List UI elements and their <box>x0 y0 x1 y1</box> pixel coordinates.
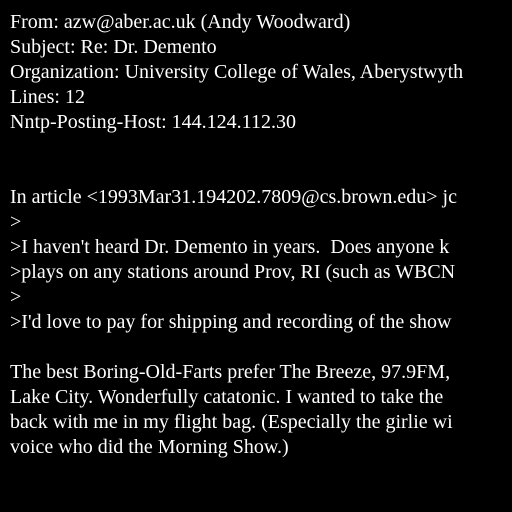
header-subject: Subject: Re: Dr. Demento <box>10 36 217 58</box>
quoted-line: >I'd love to pay for shipping and recording of the show <box>10 311 452 333</box>
header-lines: Lines: 12 <box>10 86 85 108</box>
quoted-line: >I haven't heard Dr. Demento in years. Does anyone k <box>10 236 450 258</box>
reply-line: Lake City. Wonderfully catatonic. I wanted to take the <box>10 386 444 408</box>
quoted-line: > <box>10 286 22 308</box>
quoted-line: >plays on any stations around Prov, RI (such as WBCN <box>10 261 456 283</box>
reply-line: The best Boring-Old-Farts prefer The Breeze, 97.9FM, <box>10 361 451 383</box>
header-nntp-posting-host: Nntp-Posting-Host: 144.124.112.30 <box>10 111 296 133</box>
reply-line: back with me in my flight bag. (Especially the girlie wi <box>10 411 453 433</box>
reply-line: voice who did the Morning Show.) <box>10 436 289 458</box>
body-attribution: In article <1993Mar31.194202.7809@cs.brown.edu> jc <box>10 186 457 208</box>
header-from: From: azw@aber.ac.uk (Andy Woodward) <box>10 11 351 33</box>
header-organization: Organization: University College of Wales, Aberystwyth <box>10 61 464 83</box>
quoted-line: > <box>10 211 22 233</box>
